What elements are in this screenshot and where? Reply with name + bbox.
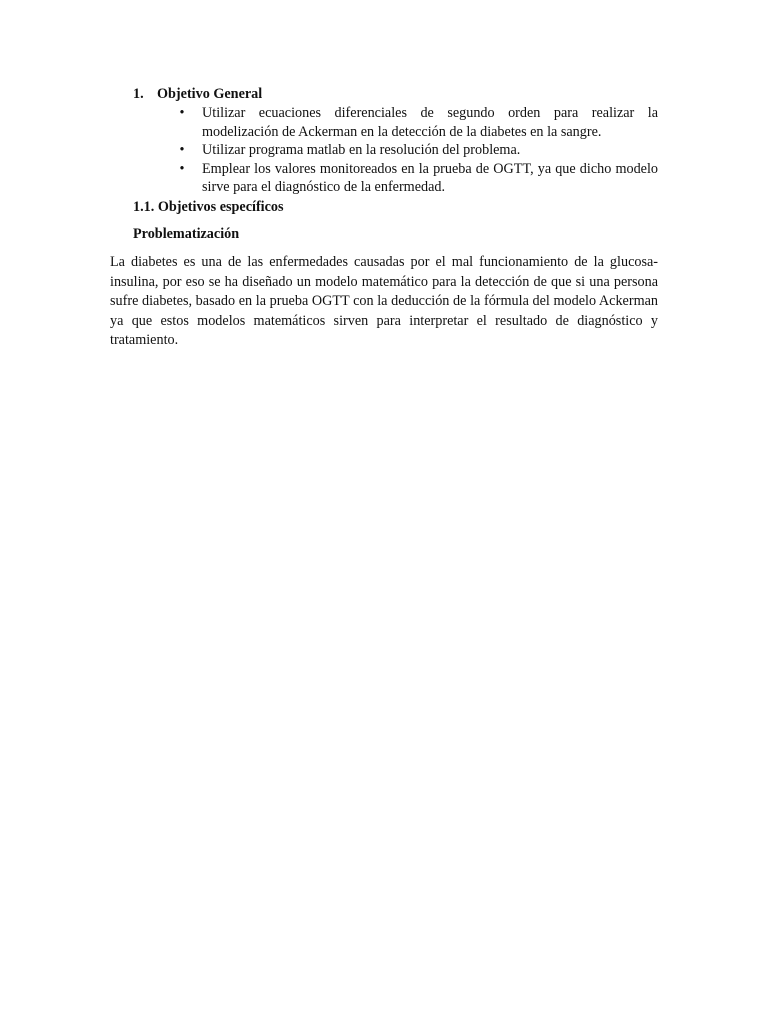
list-item [177,104,658,141]
section-number: 1. [133,86,144,102]
objectives-list [177,104,658,197]
bullet-icon: • [179,105,185,121]
bullet-icon: • [179,142,185,158]
problematizacion-paragraph: La diabetes es una de las enfermedades causadas por el mal funcionamiento de la glucosa-insulina, por eso se ha diseñado un modelo matemático para la detección de que si una persona sufre diabetes, basado en la prueba OGTT con la deducción de la fórmula del modelo Ackerman ya que estos modelos matemáticos sirven para interpretar el resultado de diagnóstico y tratamiento. [110,254,658,349]
list-item-text: Utilizar ecuaciones diferenciales de segundo orden para realizar la modelización de Ackerman en la detección de la diabetes en la sangre. [202,105,658,140]
section-title: Objetivo General [157,86,263,102]
list-item-text: Emplear los valores monitoreados en la prueba de OGTT, ya que dicho modelo sirve para el diagnóstico de la enfermedad. [202,160,658,195]
bullet-icon: • [179,160,185,177]
list-item-text: Utilizar programa matlab en la resolución del problema. [202,142,521,158]
section-heading-objetivo-general [133,85,262,103]
section-heading-problematizacion: Problematización [133,226,240,242]
subsection-heading-objetivos-especificos: 1.1. Objetivos específicos [133,199,284,215]
list-item [177,160,658,197]
list-item [177,141,658,160]
